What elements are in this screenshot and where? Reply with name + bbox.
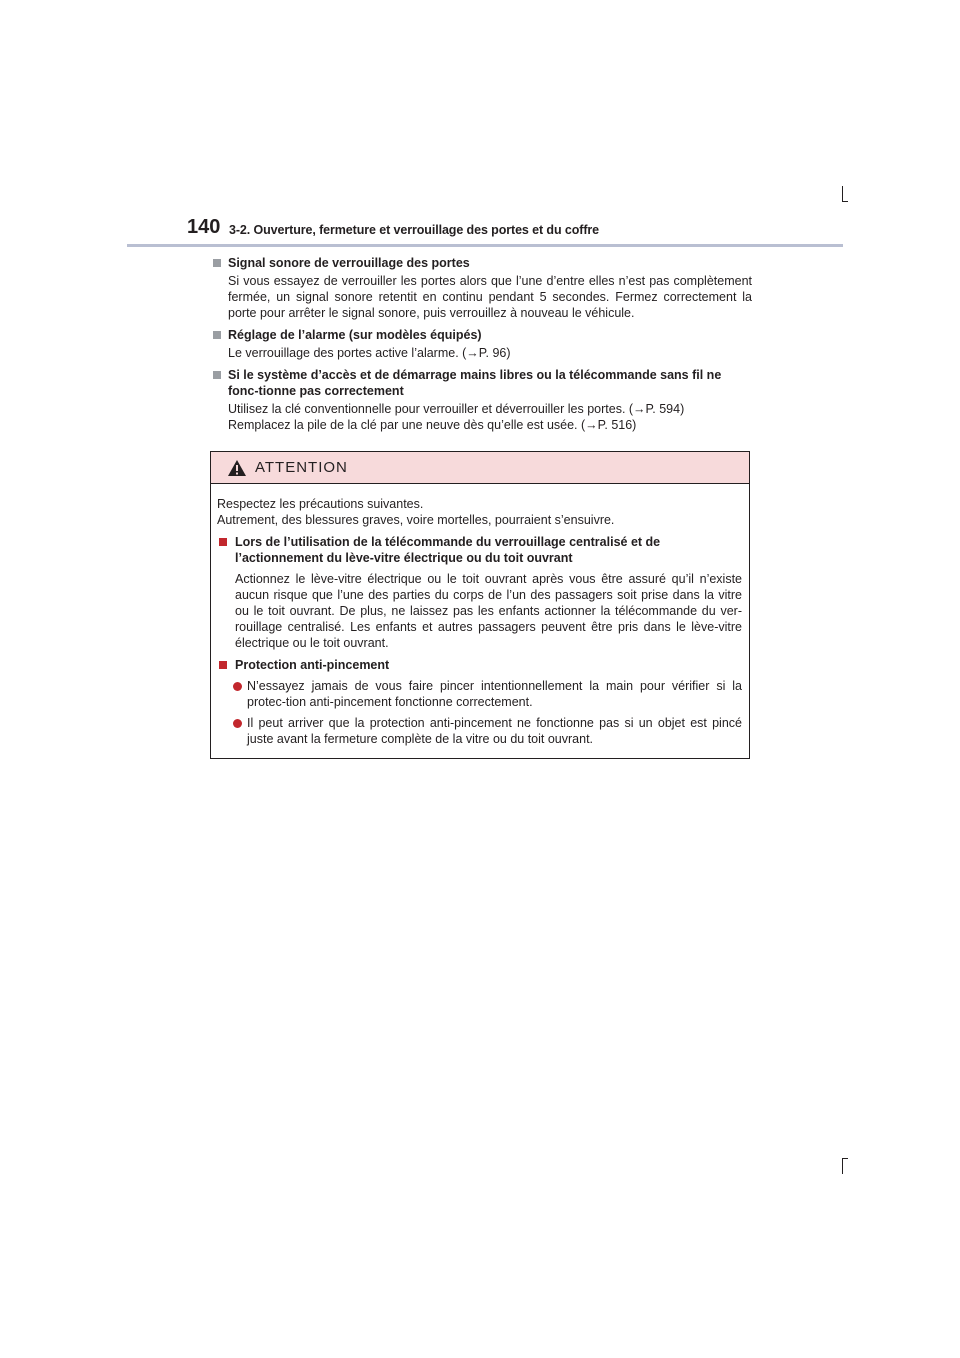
info-item [212, 367, 752, 433]
crop-mark-bottom [842, 1158, 843, 1174]
warning-subheading [217, 534, 742, 566]
warning-intro-line: Autrement, des blessures graves, voire mortelles, pourraient s’ensuivre. [217, 513, 615, 527]
item-title: Réglage de l’alarme (sur modèles équipés) [228, 328, 482, 342]
warning-intro-line: Respectez les précautions suivantes. [217, 497, 424, 511]
item-paragraph: Remplacez la pile de la clé par une neuve dès qu’elle est usée. (→P. 516) [228, 418, 637, 432]
warning-subheading [217, 657, 742, 673]
square-bullet-icon [213, 259, 221, 267]
warning-bullet [217, 715, 742, 747]
square-bullet-icon [213, 371, 221, 379]
warning-title: ATTENTION [255, 459, 348, 476]
item-paragraph: Utilisez la clé conventionnelle pour verrouiller et déverrouiller les portes. (→P. 594) [228, 402, 685, 416]
page-header [187, 216, 843, 246]
warning-subheading-text: Protection anti-pincement [235, 658, 390, 672]
warning-header [211, 452, 749, 484]
warning-bullet-text: Il peut arriver que la protection anti-pincement ne fonctionne pas si un objet est pincé juste avant la fermeture complète de la vitre ou du toit ouvrant. [247, 716, 742, 746]
crop-mark-bottom-tick [842, 1158, 848, 1159]
item-title: Si le système d’accès et de démarrage mains libres ou la télécommande sans fil ne fonc-tionne pas correctement [228, 368, 722, 398]
info-item [212, 255, 752, 321]
crop-mark-top-tick [842, 201, 848, 202]
crop-mark-top [842, 186, 843, 202]
item-paragraph: Le verrouillage des portes active l’alarme. (→P. 96) [228, 346, 511, 360]
item-paragraph: Si vous essayez de verrouiller les portes alors que l’une d’entre elles n’est pas complètement fermée, un signal sonore retentit en continu pendant 5 secondes. Fermez correctement la porte pour arrêter le signal sonore, puis verrouillez à nouveau le véhicule. [228, 274, 752, 320]
square-bullet-icon [213, 331, 221, 339]
red-square-bullet-icon [219, 538, 227, 546]
warning-subheading-text: Lors de l’utilisation de la télécommande du verrouillage centralisé et de l’actionnement du lève-vitre électrique ou du toit ouvrant [235, 535, 661, 565]
warning-box [210, 451, 750, 759]
info-item [212, 327, 752, 361]
item-heading [212, 367, 752, 399]
section-title: 3-2. Ouverture, fermeture et verrouillage des portes et du coffre [229, 223, 600, 237]
warning-bullet-text: N’essayez jamais de vous faire pincer intentionnellement la main pour vérifier si la protec-tion anti-pincement fonctionne correctement. [247, 679, 742, 709]
warning-bullet [217, 678, 742, 710]
red-dot-bullet-icon [233, 719, 242, 728]
warning-triangle-icon [227, 459, 247, 477]
page-number: 140 [187, 216, 221, 238]
item-body [212, 401, 752, 433]
item-heading [212, 327, 752, 343]
header-rule [127, 244, 843, 247]
item-body [212, 345, 752, 361]
red-dot-bullet-icon [233, 682, 242, 691]
item-heading [212, 255, 752, 271]
item-title: Signal sonore de verrouillage des portes [228, 256, 470, 270]
warning-paragraph: Actionnez le lève-vitre électrique ou le toit ouvrant après vous être assuré qu’il n’existe aucun risque que l’une des parties du corps de l’un des passagers soit prise dans la vitre ou le toit ouvrant. De plus, ne laissez pas les enfants actionner la télécommande du ver-rouillage centralisé. Les enfants et autres passagers peuvent être pris dans le lève-vitre électrique ou le toit ouvrant. [235, 572, 742, 650]
item-body [212, 273, 752, 321]
red-square-bullet-icon [219, 661, 227, 669]
warning-body [211, 484, 749, 747]
main-content [212, 255, 752, 439]
